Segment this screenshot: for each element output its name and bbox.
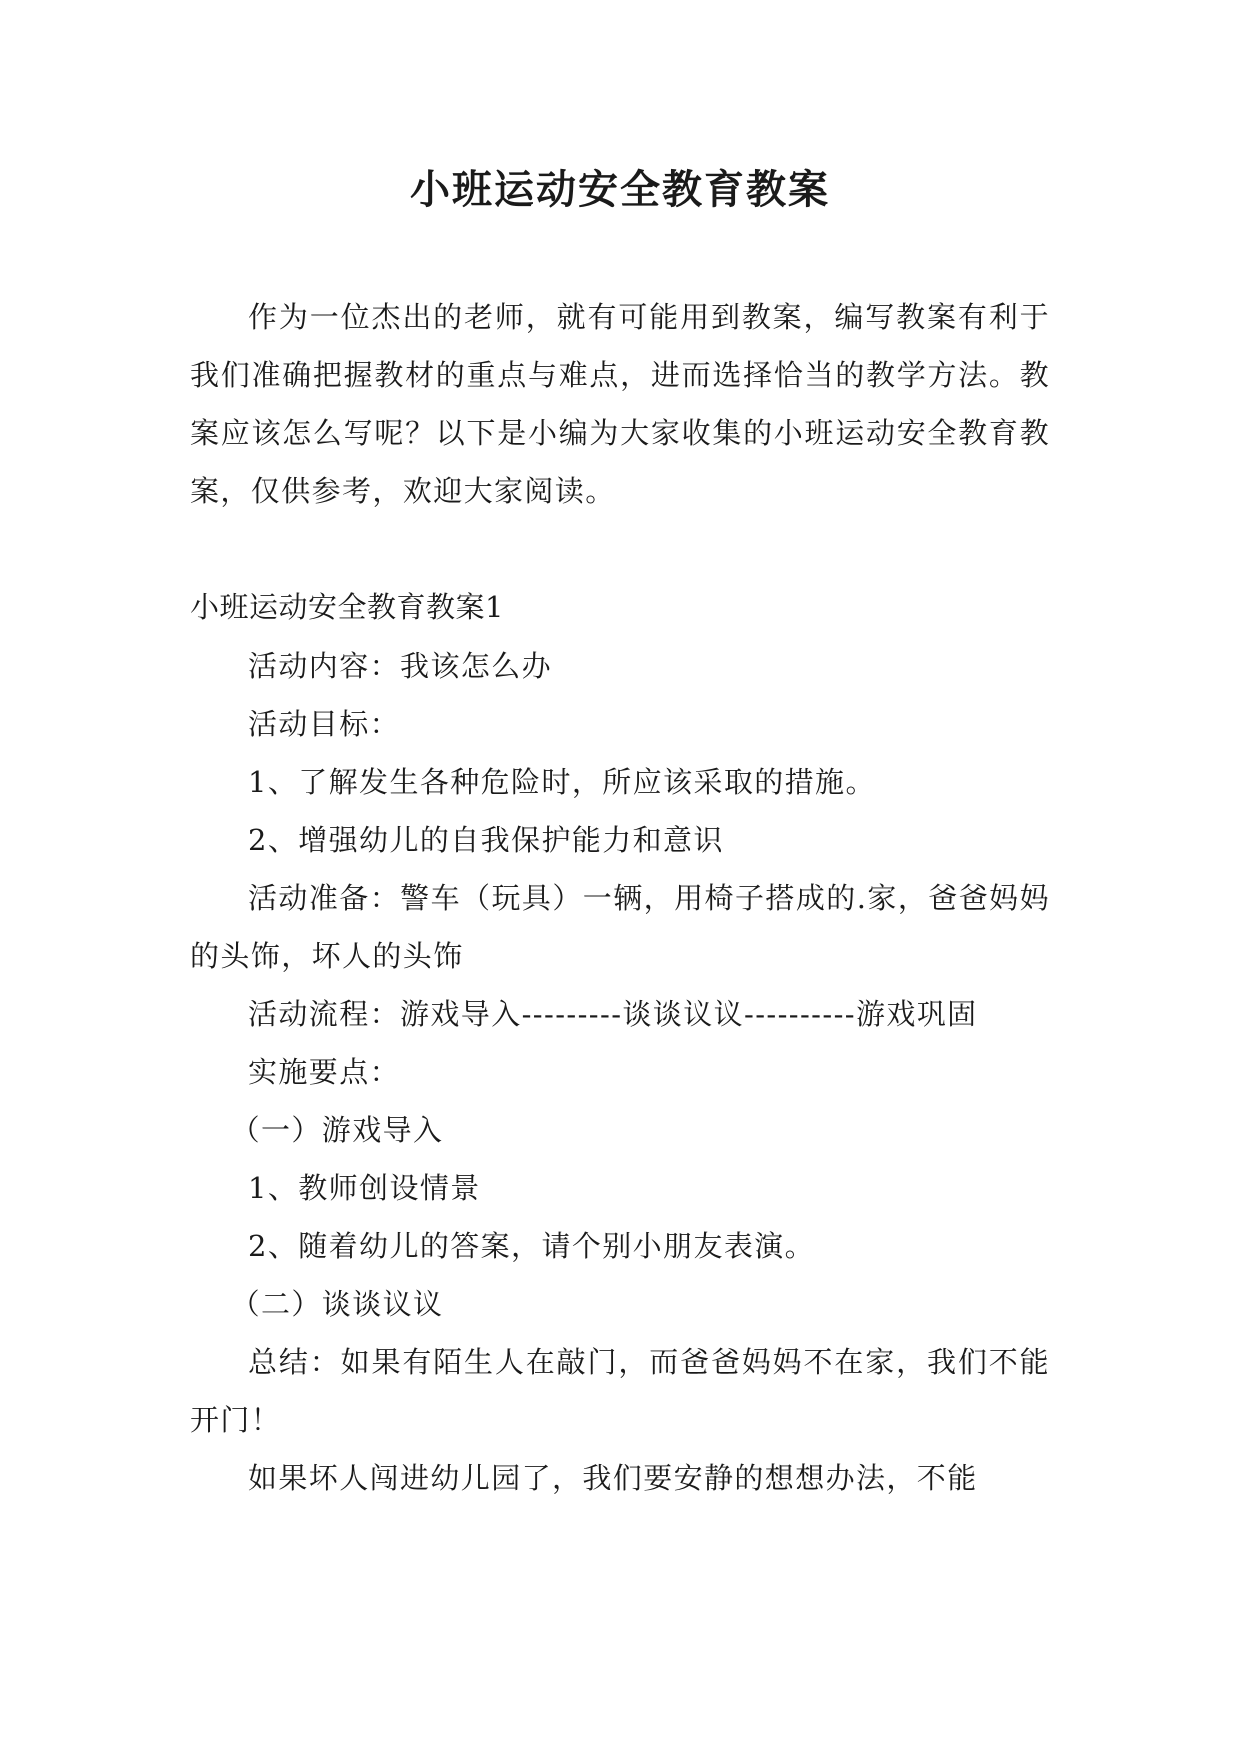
closing-paragraph: 如果坏人闯进幼儿园了，我们要安静的想想办法，不能 [248, 1461, 978, 1495]
step-item-1: 1、教师创设情景 [248, 1171, 481, 1205]
activity-goals-label: 活动目标： [248, 707, 401, 741]
summary-paragraph: 总结：如果有陌生人在敲门，而爸爸妈妈不在家，我们不能开门！ [190, 1345, 1050, 1437]
section-heading: 小班运动安全教育教案1 [190, 590, 504, 624]
implementation-label: 实施要点： [248, 1055, 401, 1089]
goal-item-1: 1、了解发生各种危险时，所应该采取的措施。 [248, 765, 876, 799]
activity-process: 活动流程：游戏导入---------谈谈议议----------游戏巩固 [248, 997, 978, 1031]
goal-item-2: 2、增强幼儿的自我保护能力和意识 [248, 823, 724, 857]
lesson-body [190, 637, 1050, 1507]
activity-content: 活动内容：我该怎么办 [248, 649, 553, 683]
step-item-2: 2、随着幼儿的答案，请个别小朋友表演。 [248, 1229, 816, 1263]
intro-paragraph: 作为一位杰出的老师，就有可能用到教案，编写教案有利于我们准确把握教材的重点与难点，进而选择恰当的教学方法。教案应该怎么写呢？以下是小编为大家收集的小班运动安全教育教案，仅供参考，欢迎大家阅读。 [190, 300, 1050, 508]
step-heading-1: （一）游戏导入 [230, 1113, 444, 1147]
document-title: 小班运动安全教育教案 [410, 166, 830, 213]
activity-preparation: 活动准备：警车（玩具）一辆，用椅子搭成的.家，爸爸妈妈的头饰，坏人的头饰 [190, 881, 1050, 973]
step-heading-2: （二）谈谈议议 [230, 1287, 444, 1321]
